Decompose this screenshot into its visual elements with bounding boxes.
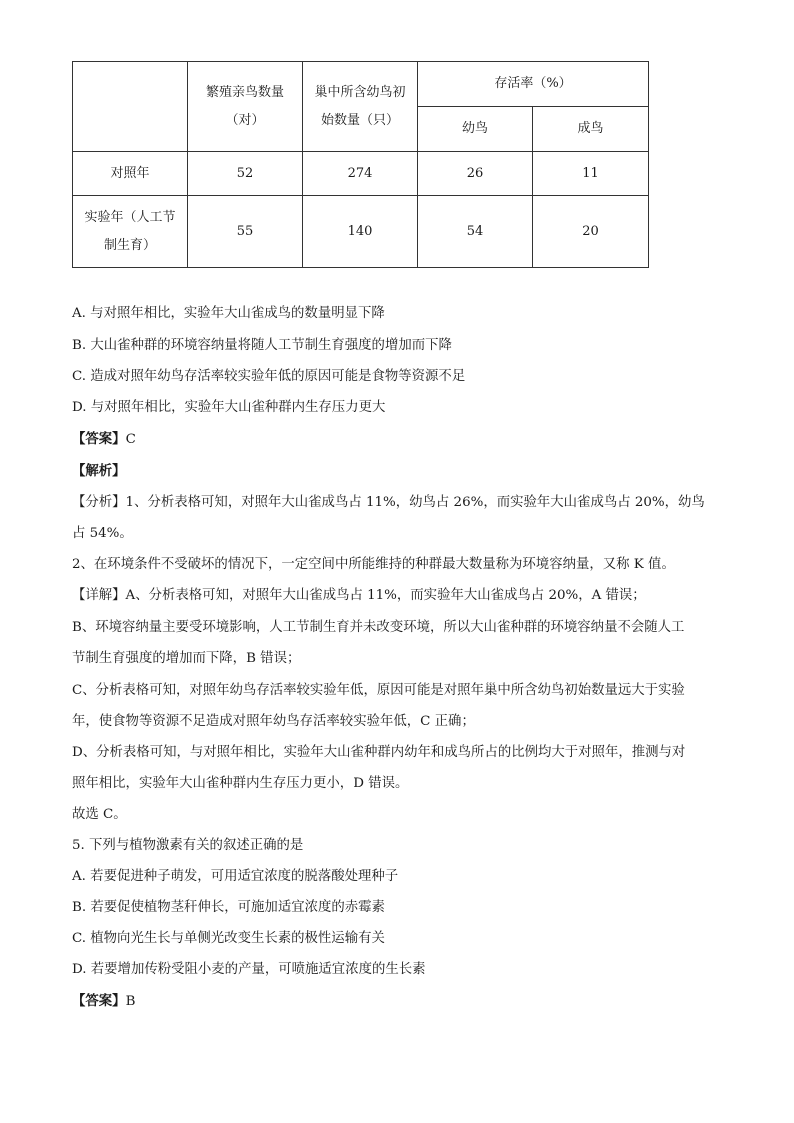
answer-tag: 【答案】 bbox=[72, 993, 126, 1009]
header-juvenile: 幼鸟 bbox=[418, 107, 533, 152]
survival-data-table bbox=[72, 61, 649, 268]
cell-nestlings: 274 bbox=[303, 152, 418, 196]
cell-pairs: 52 bbox=[188, 152, 303, 196]
header-adult: 成鸟 bbox=[533, 107, 649, 152]
q5-option-d: D. 若要增加传粉受阻小麦的产量，可喷施适宜浓度的生长素 bbox=[72, 962, 426, 977]
answer-value: C bbox=[125, 432, 136, 447]
row-label: 对照年 bbox=[73, 152, 188, 196]
q5-answer bbox=[72, 990, 727, 1013]
analysis-line: D、分析表格可知，与对照年相比，实验年大山雀种群内幼年和成鸟所占的比例均大于对照年，推测与对 bbox=[72, 745, 686, 760]
q5-option-b: B. 若要促使植物茎秆伸长，可施加适宜浓度的赤霉素 bbox=[72, 900, 385, 915]
q5-option-a: A. 若要促进种子萌发，可用适宜浓度的脱落酸处理种子 bbox=[72, 869, 399, 884]
analysis-line: B、环境容纳量主要受环境影响，人工节制生育并未改变环境，所以大山雀种群的环境容纳量不会随人工 bbox=[72, 620, 685, 635]
analysis-line: 故选 C。 bbox=[72, 807, 127, 822]
analysis-line: 【分析】1、分析表格可知，对照年大山雀成鸟占 11%，幼鸟占 26%，而实验年大山雀成鸟占 20%，幼鸟 bbox=[72, 495, 705, 510]
cell-adult: 20 bbox=[533, 196, 649, 268]
q5-stem: 5. 下列与植物激素有关的叙述正确的是 bbox=[72, 838, 304, 853]
table-header-row bbox=[73, 62, 649, 107]
answer-tag: 【答案】 bbox=[72, 431, 126, 447]
q4-option-b: B. 大山雀种群的环境容纳量将随人工节制生育强度的增加而下降 bbox=[72, 338, 452, 353]
cell-juvenile: 26 bbox=[418, 152, 533, 196]
q4-option-d: D. 与对照年相比，实验年大山雀种群内生存压力更大 bbox=[72, 400, 386, 415]
analysis-line: 年，使食物等资源不足造成对照年幼鸟存活率较实验年低，C 正确； bbox=[72, 714, 475, 729]
q5-option-c: C. 植物向光生长与单侧光改变生长素的极性运输有关 bbox=[72, 931, 385, 946]
cell-nestlings: 140 bbox=[303, 196, 418, 268]
table-corner-cell bbox=[73, 62, 188, 152]
row-label: 实验年（人工节 制生育） bbox=[73, 196, 188, 268]
analysis-line: 占 54%。 bbox=[72, 526, 133, 541]
q4-answer bbox=[72, 428, 727, 451]
analysis-line: 照年相比，实验年大山雀种群内生存压力更小，D 错误。 bbox=[72, 776, 409, 791]
q4-analysis-tag: 【解析】 bbox=[72, 463, 126, 479]
analysis-line: C、分析表格可知，对照年幼鸟存活率较实验年低，原因可能是对照年巢中所含幼鸟初始数量远大于实验 bbox=[72, 683, 685, 698]
analysis-line: 2、在环境条件不受破坏的情况下，一定空间中所能维持的种群最大数量称为环境容纳量，又称 K 值。 bbox=[72, 557, 675, 572]
table-row bbox=[73, 196, 649, 268]
analysis-line: 节制生育强度的增加而下降，B 错误； bbox=[72, 651, 301, 666]
table-row bbox=[73, 152, 649, 196]
header-survival-rate: 存活率（%） bbox=[418, 62, 649, 107]
header-nestlings: 巢中所含幼鸟初 始数量（只） bbox=[303, 62, 418, 152]
answer-value: B bbox=[125, 994, 136, 1009]
cell-adult: 11 bbox=[533, 152, 649, 196]
analysis-line: 【详解】A、分析表格可知，对照年大山雀成鸟占 11%，而实验年大山雀成鸟占 20%，A 错误； bbox=[72, 588, 646, 603]
cell-pairs: 55 bbox=[188, 196, 303, 268]
cell-juvenile: 54 bbox=[418, 196, 533, 268]
q4-option-a: A. 与对照年相比，实验年大山雀成鸟的数量明显下降 bbox=[72, 306, 385, 321]
q4-option-c: C. 造成对照年幼鸟存活率较实验年低的原因可能是食物等资源不足 bbox=[72, 369, 466, 384]
header-breeding-pairs: 繁殖亲鸟数量 （对） bbox=[188, 62, 303, 152]
